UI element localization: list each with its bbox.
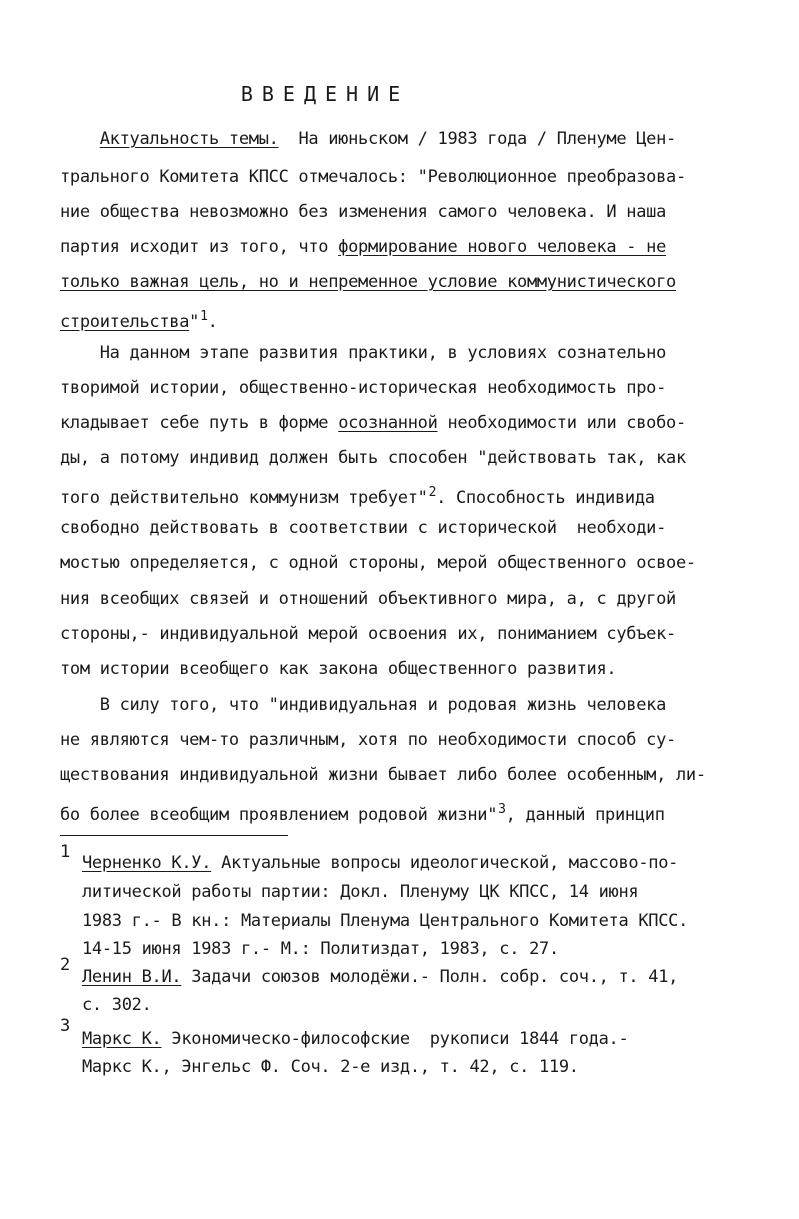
underlined-quote: строительства — [60, 312, 190, 332]
body-line — [60, 408, 686, 438]
footnote-line: 14-15 июня 1983 г.- М.: Политиздат, 1983, с. 27. — [82, 939, 559, 959]
text-run: Задачи союзов молодёжи.- Полн. собр. соч., т. 41, — [181, 967, 679, 987]
footnote-mark: 1 — [60, 842, 71, 862]
text-run: бо более всеобщим проявлением родовой жизни" — [60, 805, 498, 825]
body-line — [60, 232, 666, 262]
footnote-divider — [60, 835, 288, 836]
text-run: необходимости или свобо- — [437, 413, 686, 433]
footnote-ref[interactable]: 3 — [498, 802, 506, 817]
body-line: мостью определяется, с одной стороны, мерой общественного освое- — [60, 553, 696, 573]
text-run: , данный принцип — [505, 805, 665, 825]
body-line: ние общества невозможно без изменения самого человека. И наша — [60, 202, 667, 222]
body-line: не являются чем-то различным, хотя по необходимости способ су- — [60, 730, 676, 750]
footnote-mark: 3 — [60, 1016, 71, 1036]
body-line: ды, а потому индивид должен быть способен "действовать так, как — [60, 448, 686, 468]
footnote-line — [82, 962, 678, 992]
footnote-ref[interactable]: 2 — [428, 485, 437, 500]
text-run: того действительно коммунизм требует" — [60, 488, 428, 508]
body-line: свободно действовать в соответствии с исторической необходи- — [60, 518, 667, 538]
body-line: На данном этапе развития практики, в условиях сознательно — [60, 343, 667, 363]
body-line: ществования индивидуальной жизни бывает либо более особенным, ли- — [60, 765, 706, 785]
text-run: На июньском / 1983 года / Пленуме Цен- — [278, 129, 676, 149]
underlined-word: осознанной — [338, 413, 438, 433]
footnote-line — [82, 848, 678, 878]
footnote-line — [82, 1024, 628, 1054]
body-line — [60, 124, 676, 154]
text-run: партия исходит из того, что — [60, 237, 339, 257]
section-label: Актуальность темы. — [99, 129, 279, 149]
footnote-mark: 2 — [60, 955, 71, 975]
body-line: ния всеобщих связей и отношений объективного мира, а, с другой — [60, 589, 676, 609]
underlined-quote: только важная цель, но и непременное условие коммунистического — [60, 272, 676, 292]
text-run: Экономическо-философские рукописи 1844 года.- — [161, 1029, 629, 1049]
body-line: трального Комитета КПСС отмечалось: "Революционное преобразова- — [60, 167, 686, 187]
footnote-author: Маркс К. — [82, 1029, 162, 1049]
text-run: " — [189, 312, 200, 332]
body-line: В силу того, что "индивидуальная и родовая жизнь человека — [60, 695, 667, 715]
text-run: . — [207, 312, 218, 332]
footnote-author: Ленин В.И. — [82, 967, 182, 987]
body-line: том истории всеобщего как закона общественного развития. — [60, 659, 617, 679]
footnote-author: Черненко К.У. — [82, 853, 212, 873]
body-line — [60, 267, 676, 297]
footnote-ref[interactable]: 1 — [200, 309, 208, 324]
body-line — [60, 302, 218, 332]
footnote-line: с. 302. — [82, 995, 152, 1015]
body-line: стороны,- индивидуальной мерой освоения их, пониманием субъек- — [60, 624, 676, 644]
body-line: творимой истории, общественно-историческая необходимость про- — [60, 378, 667, 398]
underlined-quote: формирование нового человека - не — [338, 237, 667, 257]
text-run: . Способность индивида — [436, 488, 655, 508]
footnote-line: Маркс К., Энгельс Ф. Соч. 2-е изд., т. 42, с. 119. — [82, 1057, 579, 1077]
text-run: Актуальные вопросы идеологической, массово-по- — [211, 853, 679, 873]
body-line — [60, 795, 665, 825]
body-line — [60, 478, 655, 508]
footnote-line: литической работы партии: Докл. Пленуму ЦК КПСС, 14 июня — [82, 882, 639, 902]
text-run: кладывает себе путь в форме — [60, 413, 339, 433]
footnote-line: 1983 г.- В кн.: Материалы Пленума Центрального Комитета КПСС. — [82, 911, 689, 931]
page-heading: ВВЕДЕНИЕ — [240, 82, 410, 106]
